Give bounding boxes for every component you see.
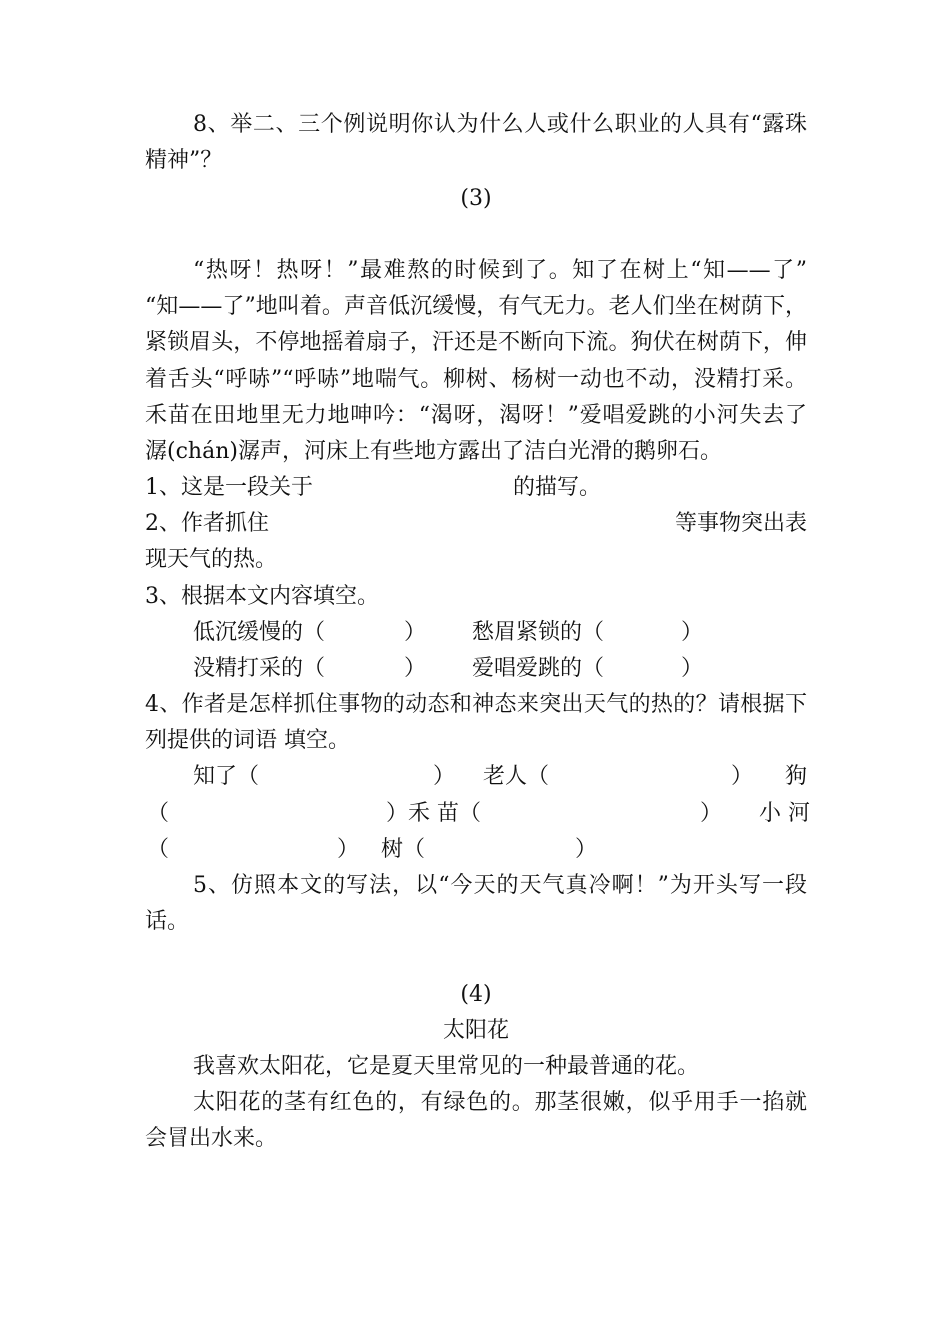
q4-trees: 树（ [381,837,426,862]
q4-dog: 狗 [785,764,808,789]
section3-heading: (3) [460,186,492,211]
q3-item-1-close: ） [404,620,427,645]
q3-item-4: 爱唱爱跳的（ [472,656,605,681]
passage-line-6: 潺(chán)潺声，河床上有些地方露出了洁白光滑的鹅卵石。 [145,439,722,464]
passage-line-3: 紧锁眉头，不停地摇着扇子，汗还是不断向下流。狗伏在树荫下，伸 [145,330,807,355]
q4-river-open: （ [147,837,170,862]
q2-line [145,506,807,542]
q4-elders-close: ） [731,764,754,789]
q3-item-2-close: ） [681,620,704,645]
q3-row1 [145,615,807,651]
q5-line1: 5、仿照本文的写法，以“今天的天气真冷啊！”为开头写一段 [193,873,807,898]
q1-line [145,470,807,506]
passage-line-2: “知——了”地叫着。声音低沉缓慢，有气无力。老人们坐在树荫下， [145,294,807,319]
q1-end: 的描写。 [513,475,602,500]
q8-line2: 精神”？ [145,148,223,173]
q4-line1: 4、作者是怎样抓住事物的动态和神态来突出天气的热的？请根据下 [145,692,807,717]
q4-seedlings: ）禾 苗（ [386,801,481,826]
q4-cicada-close: ） [433,764,456,789]
section4-heading: (4) [460,982,492,1007]
q4-row2 [145,796,810,832]
q4-row3 [145,832,807,868]
q4-line2: 列提供的词语 填空。 [145,728,350,753]
q3-item-4-close: ） [681,656,704,681]
q2-end: 等事物突出表 [675,511,808,536]
q4-dog-open: （ [147,801,170,826]
q3-item-3-close: ） [404,656,427,681]
q3-item-2: 愁眉紧锁的（ [472,620,605,645]
section4-para2-line2: 会冒出水来。 [145,1126,278,1151]
q3-row2 [145,651,807,687]
q8-line1: 8、举二、三个例说明你认为什么人或什么职业的人具有“露珠 [193,112,807,137]
section4-para2-line1: 太阳花的茎有红色的，有绿色的。那茎很嫩，似乎用手一掐就 [193,1090,807,1115]
q4-cicada: 知了（ [193,764,260,789]
q2-start: 2、作者抓住 [145,511,269,536]
q4-river: 小 河 [759,801,810,826]
section4-title: 太阳花 [442,1018,509,1043]
q5-line2: 话。 [145,909,190,934]
passage-line-5: 禾苗在田地里无力地呻吟：“渴呀，渴呀！”爱唱爱跳的小河失去了 [145,403,807,428]
q4-elders: 老人（ [483,764,550,789]
passage-line-1: “热呀！热呀！”最难熬的时候到了。知了在树上“知——了” [193,258,807,283]
q3-item-1: 低沉缓慢的（ [193,620,326,645]
q2-line2: 现天气的热。 [145,547,278,572]
q3-prompt: 3、根据本文内容填空。 [145,584,379,609]
q3-item-3: 没精打采的（ [193,656,326,681]
passage-line-4: 着舌头“呼哧”“呼哧”地喘气。柳树、杨树一动也不动，没精打采。 [145,367,807,392]
q4-seedlings-close: ） [700,801,723,826]
q4-trees-close: ） [575,837,598,862]
q1-start: 1、这是一段关于 [145,475,313,500]
q4-river-close: ） [337,837,360,862]
section4-para1: 我喜欢太阳花，它是夏天里常见的一种最普通的花。 [193,1054,700,1079]
q4-row1 [145,759,807,795]
